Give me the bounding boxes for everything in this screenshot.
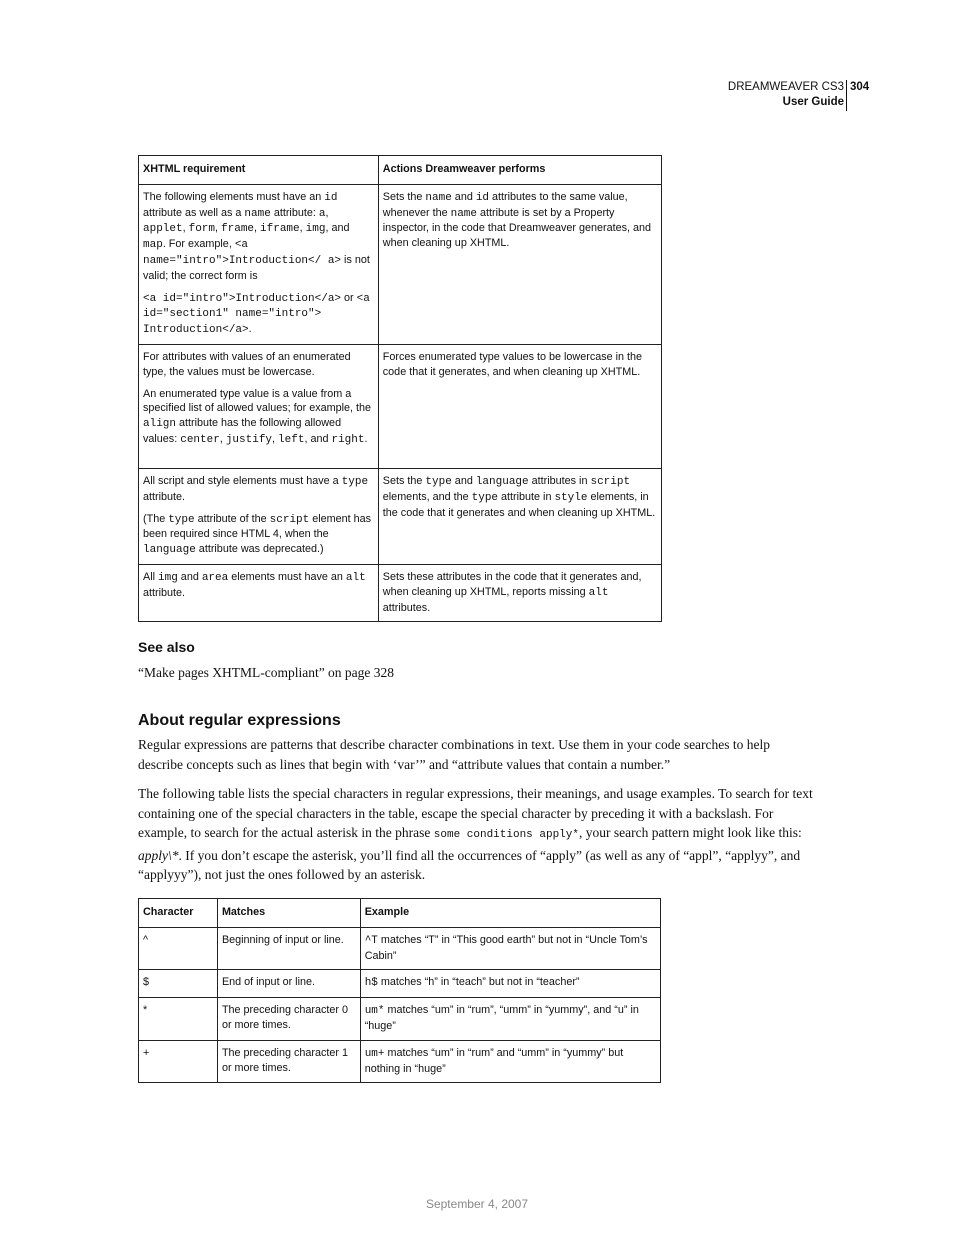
character-cell: $ <box>139 970 218 998</box>
cell-text: Forces enumerated type values to be lowercase in the code that it generates, and when cleaning up XHTML. <box>382 350 643 378</box>
table-header-row <box>139 899 661 928</box>
table-cell <box>378 344 661 468</box>
table-cell <box>378 184 661 344</box>
table-cell <box>139 564 379 621</box>
xhtml-requirements-table <box>138 155 662 622</box>
cell-text: For attributes with values of an enumerated type, the values must be lowercase. <box>143 350 351 378</box>
table-cell <box>378 468 661 564</box>
character-cell: * <box>139 998 218 1041</box>
table-row <box>139 998 661 1041</box>
character-cell: + <box>139 1040 218 1083</box>
example-cell: ^T matches “T” in “This good earth” but not in “Uncle Tom’s Cabin” <box>360 927 660 970</box>
character-cell: ^ <box>139 927 218 970</box>
running-header <box>728 80 844 110</box>
table-row <box>139 184 662 344</box>
see-also-heading: See also <box>138 639 195 655</box>
table-cell <box>139 184 379 344</box>
matches-cell: The preceding character 1 or more times. <box>217 1040 360 1083</box>
cell-text: The following elements must have an id attribute as well as a name attribute: a, applet, form, frame, iframe, img, and map. For example, <a name="intro">Introduction</ a> is not valid; the correct form is <box>143 190 370 282</box>
table-cell <box>378 564 661 621</box>
example-cell: h$ matches “h” in “teach” but not in “teacher” <box>360 970 660 998</box>
guide-name: User Guide <box>782 96 844 108</box>
matches-cell: End of input or line. <box>217 970 360 998</box>
cell-text: <a id="intro">Introduction</a> or <a id="section1" name="intro"> Introduction</a>. <box>143 291 370 337</box>
table-row <box>139 564 662 621</box>
column-header: Actions Dreamweaver performs <box>378 156 661 185</box>
example-cell: um+ matches “um” in “rum” and “umm” in “yummy” but nothing in “huge” <box>360 1040 660 1083</box>
cell-text: Sets the type and language attributes in script elements, and the type attribute in style elements, in the code that it generates and when cleaning up XHTML. <box>382 474 656 519</box>
header-divider <box>846 80 847 111</box>
column-header: Matches <box>217 899 360 928</box>
section-heading: About regular expressions <box>138 712 341 729</box>
example-cell: um* matches “um” in “rum”, “umm” in “yummy”, and “u” in “huge” <box>360 998 660 1041</box>
cell-text: An enumerated type value is a value from a specified list of allowed values; for example, the align attribute has the following allowed values: center, justify, left, and right. <box>143 387 372 446</box>
matches-cell: Beginning of input or line. <box>217 927 360 970</box>
column-header: Example <box>360 899 660 928</box>
page-footer-date: September 4, 2007 <box>425 1197 529 1211</box>
table-row <box>139 1040 661 1083</box>
cell-text: Sets the name and id attributes to the same value, whenever the name attribute is set by a Property inspector, in the code that Dreamweaver generates, and when cleaning up XHTML. <box>382 190 652 250</box>
page-number: 304 <box>850 81 870 93</box>
table-row <box>139 468 662 564</box>
column-header: Character <box>139 899 218 928</box>
see-also-link[interactable]: “Make pages XHTML-compliant” on page 328 <box>138 665 395 680</box>
regex-characters-table <box>138 898 661 1083</box>
table-cell <box>139 344 379 468</box>
cell-text: Sets these attributes in the code that it generates and, when cleaning up XHTML, reports missing alt attributes. <box>382 570 642 614</box>
intro-paragraph: Regular expressions are patterns that describe character combinations in text. Use them in your code searches to help describe concepts such as lines that begin with ‘var’” and “attribute values that contain a number.” <box>138 737 771 772</box>
table-row <box>139 344 662 468</box>
table-header-row <box>139 156 662 185</box>
table-cell <box>139 468 379 564</box>
cell-text: (The type attribute of the script element has been required since HTML 4, when the language attribute was deprecated.) <box>143 512 372 557</box>
cell-text: All script and style elements must have a type attribute. <box>143 474 369 503</box>
cell-text: All img and area elements must have an alt attribute. <box>143 570 366 599</box>
matches-cell: The preceding character 0 or more times. <box>217 998 360 1041</box>
table-row <box>139 927 661 970</box>
explanation-paragraph: The following table lists the special characters in regular expressions, their meanings, and usage examples. To search for text containing one of the special characters in the table, escape the special character by preceding it with a backslash. For example, to search for the actual asterisk in the phrase some conditions apply*, your search pattern might look like this: apply\*. If you don’t escape the asterisk, you’ll find all the occurrences of “apply” (as well as any of “appl”, “applyy”, and “applyyy”), not just the ones followed by an asterisk. <box>138 786 813 883</box>
table-row <box>139 970 661 998</box>
column-header: XHTML requirement <box>139 156 379 185</box>
product-name: DREAMWEAVER CS3 <box>727 81 844 93</box>
